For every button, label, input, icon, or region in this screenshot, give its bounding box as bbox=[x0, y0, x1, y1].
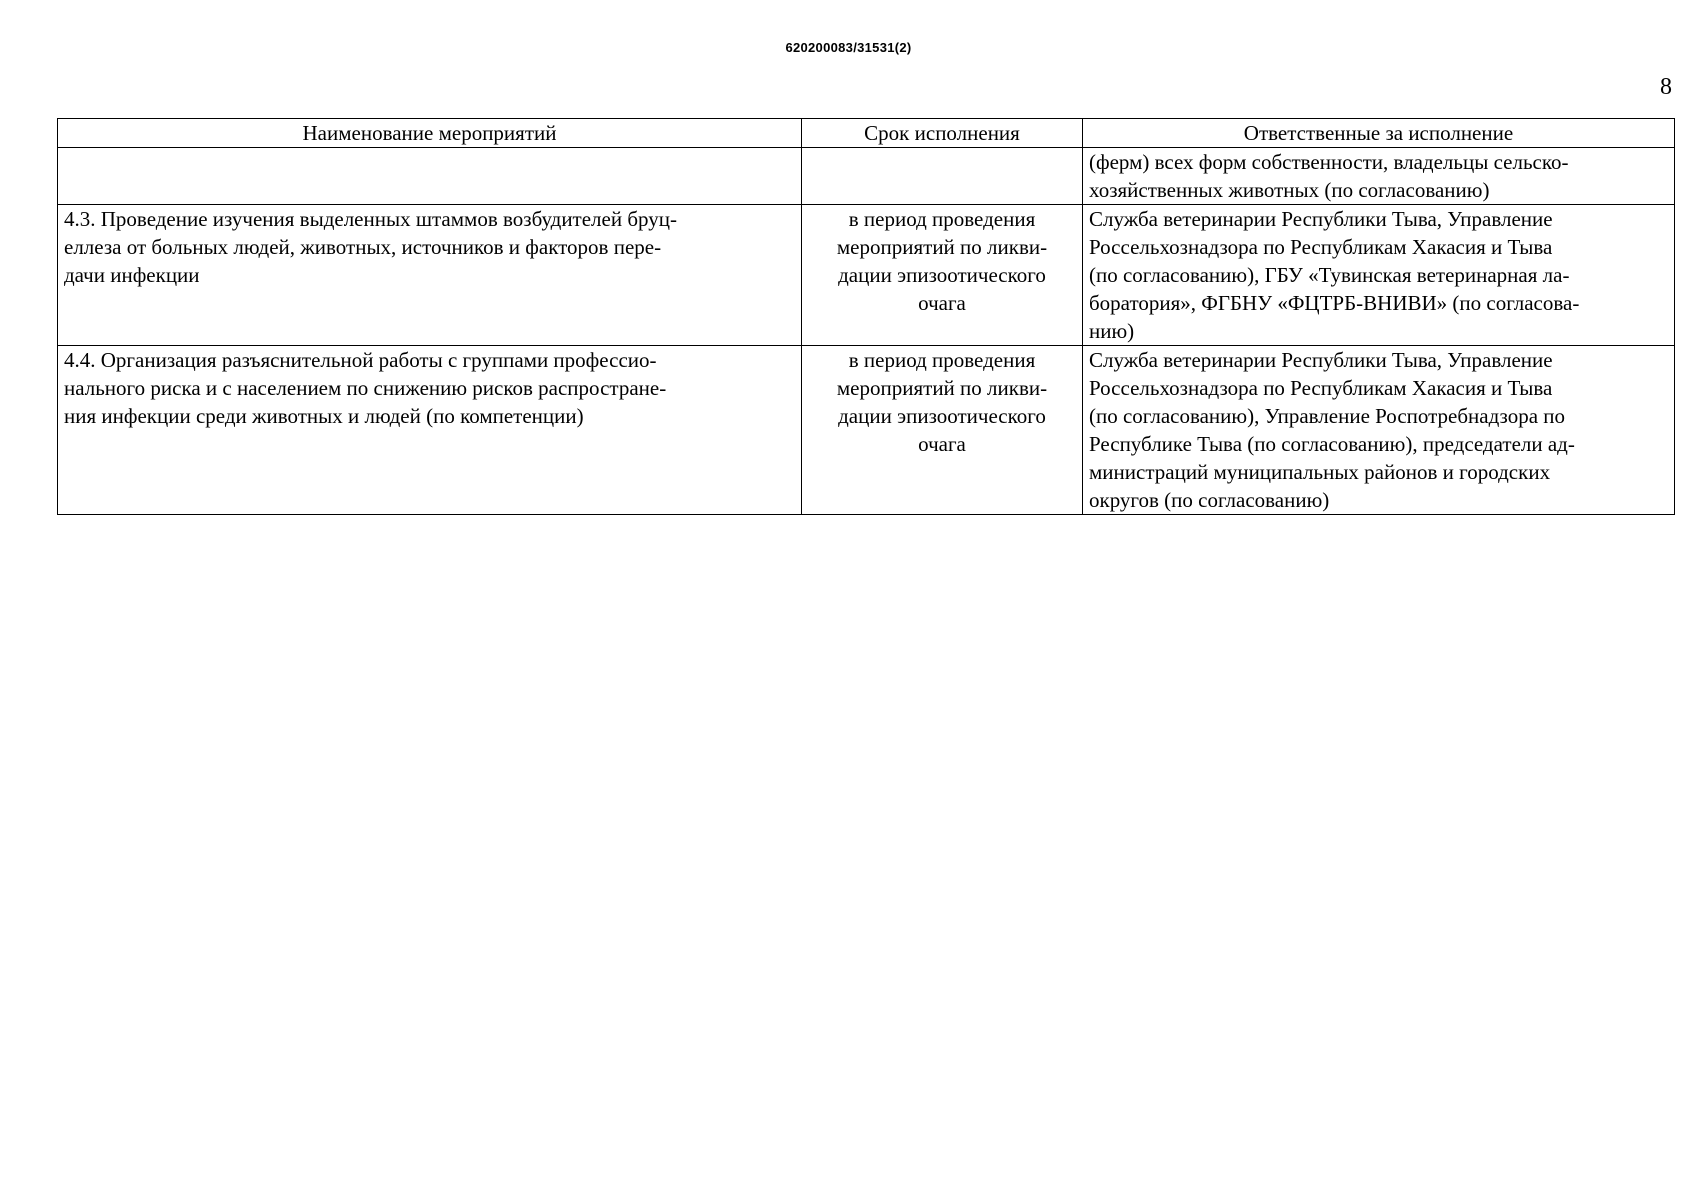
cell-responsible bbox=[1083, 205, 1675, 346]
document-id: 620200083/31531(2) bbox=[785, 40, 912, 55]
cell-text: 4.3. Проведение изучения выделенных штаммов возбудителей бруц- еллеза от больных людей, животных, источников и факторов пере- дачи инфекции bbox=[64, 207, 677, 287]
cell-term bbox=[802, 205, 1083, 346]
cell-text: Служба ветеринарии Республики Тыва, Управление Россельхознадзора по Республикам Хакасия и Тыва (по согласованию), ГБУ «Тувинская ветеринарная ла- боратория», ФГБНУ «ФЦТРБ-ВНИВИ» (по согласова- нию) bbox=[1089, 207, 1580, 343]
cell-text: 4.4. Организация разъяснительной работы с группами профессио- нального риска и с населением по снижению рисков распростране- ния инфекции среди животных и людей (по компетенции) bbox=[64, 348, 667, 428]
cell-term bbox=[802, 148, 1083, 205]
cell-measure-name bbox=[58, 148, 802, 205]
cell-responsible bbox=[1083, 148, 1675, 205]
page-number: 8 bbox=[1660, 74, 1672, 100]
table-row bbox=[58, 346, 1675, 515]
header-measure-name: Наименование мероприятий bbox=[58, 119, 802, 148]
table-row bbox=[58, 148, 1675, 205]
header-responsible: Ответственные за исполнение bbox=[1083, 119, 1675, 148]
cell-term bbox=[802, 346, 1083, 515]
cell-measure-name bbox=[58, 205, 802, 346]
cell-text: (ферм) всех форм собственности, владельцы сельско- хозяйственных животных (по согласованию) bbox=[1089, 150, 1569, 202]
cell-responsible bbox=[1083, 346, 1675, 515]
cell-text: Служба ветеринарии Республики Тыва, Управление Россельхознадзора по Республикам Хакасия и Тыва (по согласованию), Управление Роспотребнадзора по Республике Тыва (по согласованию), председатели ад- министраций муниципальных районов и городских округов (по согласованию) bbox=[1089, 348, 1575, 512]
table-row bbox=[58, 205, 1675, 346]
cell-measure-name bbox=[58, 346, 802, 515]
cell-text: в период проведения мероприятий по ликви- дации эпизоотического очага bbox=[836, 348, 1048, 456]
measures-table bbox=[57, 118, 1675, 515]
table-header-row bbox=[58, 119, 1675, 148]
header-term: Срок исполнения bbox=[802, 119, 1083, 148]
cell-text: в период проведения мероприятий по ликви- дации эпизоотического очага bbox=[836, 207, 1048, 315]
